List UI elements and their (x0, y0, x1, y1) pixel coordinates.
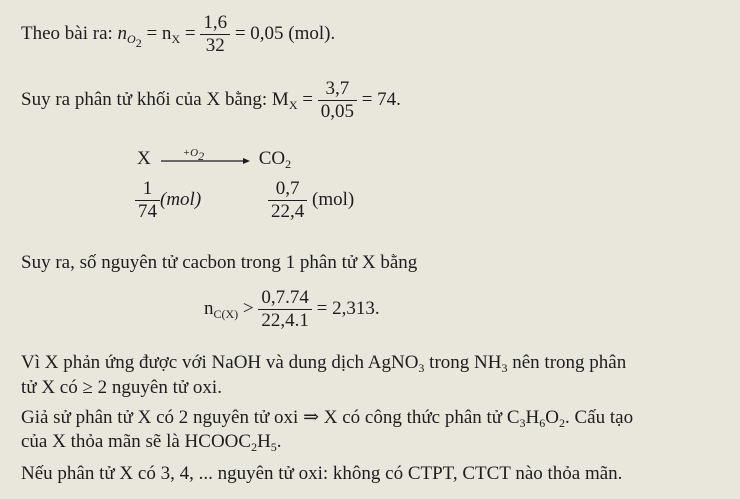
fraction-x-moles: $\frac{1}{74}$ (135, 178, 160, 223)
para-formula-2: của X thỏa mãn sẽ là $HCOOC_2H_5$. (21, 431, 282, 454)
mole-ratio: $\frac{1}{74}$ (mol) (135, 178, 201, 223)
para-formula-1: Giả sử phân tử X có 2 nguyên tử oxi ⇒ X có công thức phân tử $C_3H_6O_2$. Cấu tạo (21, 407, 634, 430)
fraction-co2-moles: $\frac{0,7}{22,4}$ (268, 178, 307, 223)
mole-ratio-co2: $\frac{0,7}{22,4}$ (mol) (268, 178, 354, 223)
para-conclusion: Nếu phân tử X có 3, 4, ... nguyên tử oxi: không có CTPT, CTCT nào thỏa mãn. (21, 463, 623, 484)
line-molar-mass: Suy ra phân tử khối của X bằng: $M_X$ = $\frac{3,7}{0,05}$ = 74. (21, 78, 401, 122)
line-oxygen-moles: Theo bài ra: $n_{O_2} = n_X$ = $\frac{1,6}{32}$ = 0,05 (mol). (21, 12, 336, 56)
fraction-oxygen: $\frac{1,6}{32}$ (200, 12, 230, 57)
fraction-molar-mass: $\frac{3,7}{0,05}$ (318, 78, 357, 123)
para-oxygen-count-1: Vì X phản ứng được với NaOH và dung dịch AgNO$_3$ trong $NH_3$ nên trong phân (21, 352, 627, 375)
line-carbon-intro: Suy ra, số nguyên tử cacbon trong 1 phân tử X bằng (21, 252, 418, 273)
para-oxygen-count-2: tử X có ≥ 2 nguyên tử oxi. (21, 377, 222, 398)
reaction-equation: X $+O_2$ $CO_2$ (137, 146, 292, 171)
fraction-carbon: $\frac{0,7.74}{22,4.1}$ (258, 287, 312, 332)
reaction-arrow: $+O_2$ (159, 149, 251, 171)
carbon-inequality: $n_{C(X)}$ > $\frac{0,7.74}{22,4.1}$ = 2,313. (204, 287, 380, 331)
